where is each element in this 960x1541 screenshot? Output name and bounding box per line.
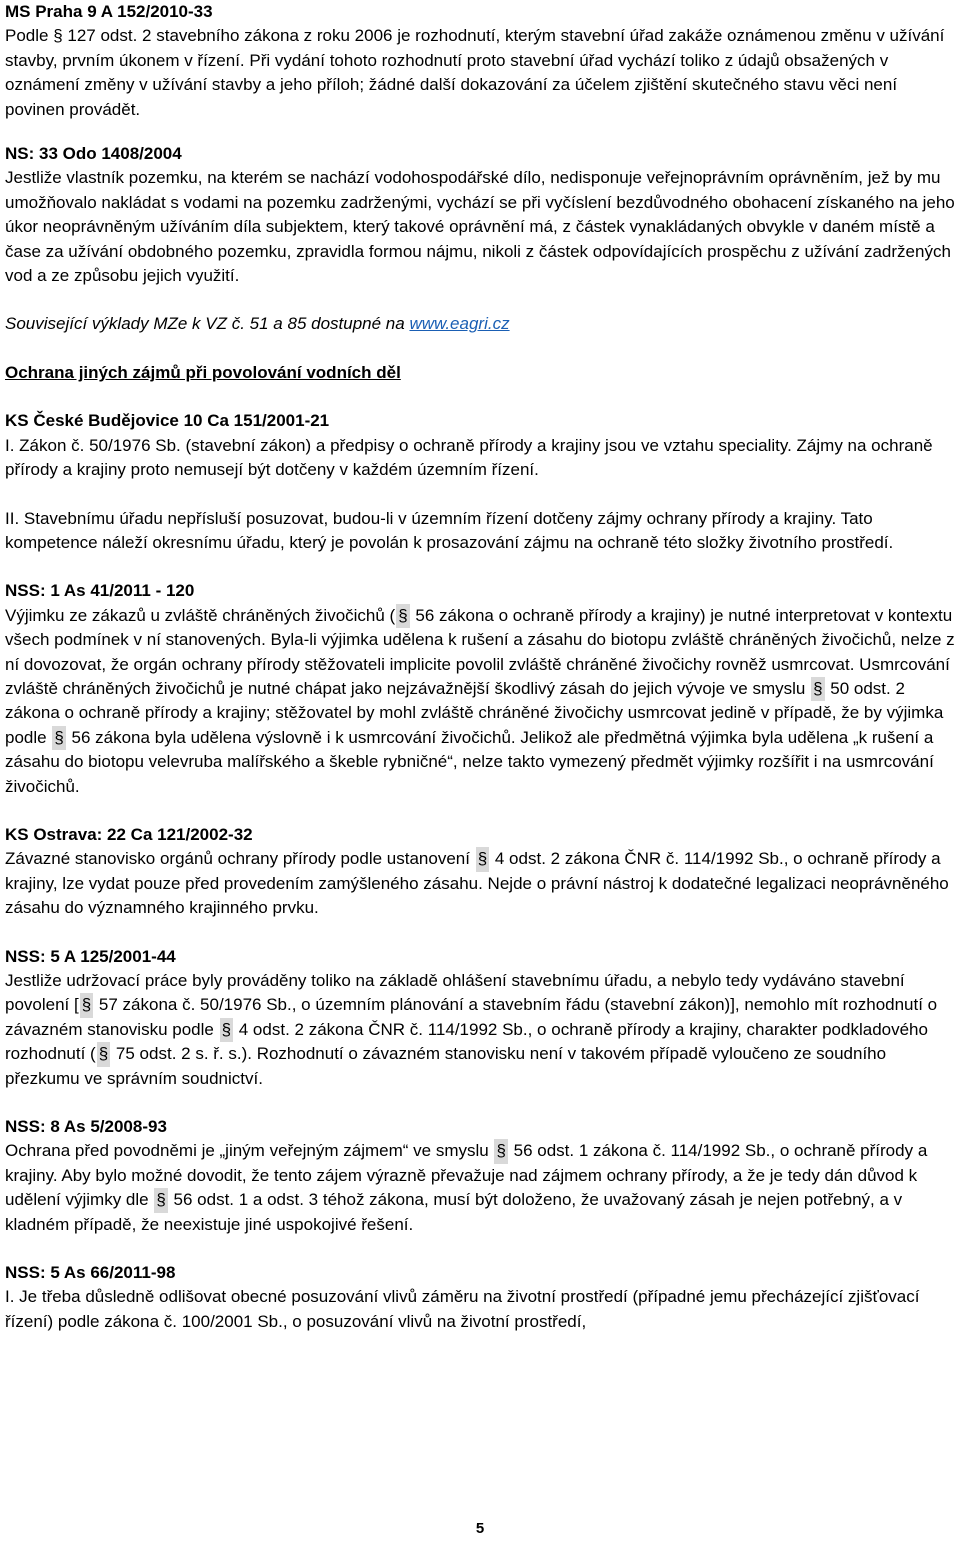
- case-text: [5, 847, 957, 920]
- decision-nss-5-as: [5, 1261, 957, 1334]
- case-heading: NS: 33 Odo 1408/2004: [5, 144, 182, 164]
- text-run: Závazné stanovisko orgánů ochrany přírody podle ustanovení: [5, 849, 475, 869]
- section-symbol: §: [80, 993, 93, 1017]
- case-text: I. Je třeba důsledně odlišovat obecné posuzování vlivů záměru na životní prostředí (případné jemu přecházející zjišťovací řízení) podle zákona č. 100/2001 Sb., o posuzování vlivů na životní prostředí,: [5, 1287, 920, 1331]
- decision-nss-5-a: [5, 945, 957, 1091]
- text-run: Výjimku ze zákazů u zvláště chráněných živočichů (: [5, 605, 396, 625]
- document-page: [5, 0, 957, 1334]
- section-symbol: §: [476, 847, 489, 871]
- section-symbol: §: [811, 677, 824, 701]
- case-heading: NSS: 5 A 125/2001-44: [5, 946, 176, 966]
- section-symbol: §: [220, 1018, 233, 1042]
- text-run: Ochrana před povodněmi je „jiným veřejným zájmem“ ve smyslu: [5, 1141, 494, 1161]
- case-heading: NSS: 5 As 66/2011-98: [5, 1263, 176, 1283]
- decision-nss-1-as: [5, 579, 957, 799]
- text-run: Jestliže udržovací práce byly prováděny toliko na základě ohlášení stavebnímu úřadu, a nebylo tedy vydáváno stavební povolení [: [5, 971, 905, 1015]
- case-heading: NSS: 1 As 41/2011 - 120: [5, 581, 195, 601]
- case-text-part-2: II. Stavebnímu úřadu nepřísluší posuzovat, budou-li v územním řízení dotčeny zájmy ochrany přírody a krajiny. Tato kompetence náleží okresnímu úřadu, který je povolán k prosazování zájmu na ochraně této složky životního prostředí.: [5, 508, 894, 552]
- section-symbol: §: [494, 1139, 507, 1163]
- section-symbol: §: [396, 604, 409, 628]
- eagri-link[interactable]: www.eagri.cz: [409, 314, 510, 334]
- text-run: 57 zákona č. 50/1976 Sb., o územním plánování a stavebním řádu (stavební zákon)], nemohlo mít rozhodnutí o závazném stanovisku podle: [5, 995, 938, 1039]
- case-heading: KS Ostrava: 22 Ca 121/2002-32: [5, 824, 253, 844]
- page-number: 5: [475, 1520, 485, 1537]
- related-interpretations: [5, 312, 957, 336]
- text-run: 75 odst. 2 s. ř. s.). Rozhodnutí o závazném stanovisku není v takovém případě vyloučeno ze soudního přezkumu ve správním soudnictví.: [5, 1044, 887, 1088]
- section-title: Ochrana jiných zájmů při povolování vodních děl: [5, 362, 401, 382]
- text-run: 4 odst. 2 zákona ČNR č. 114/1992 Sb., o ochraně přírody a krajiny, lze vydat pouze před provedením zamýšleného zásahu. Nejde o právní nástroj k dodatečné legalizaci neoprávněného zásahu do významného krajinného prvku.: [5, 849, 949, 918]
- text-run: 56 odst. 1 a odst. 3 téhož zákona, musí být doloženo, že uvažovaný zásah je nejen potřebný, a v kladném případě, že neexistuje jiné uspokojivé řešení.: [5, 1190, 903, 1234]
- section-symbol: §: [52, 726, 65, 750]
- section-symbol: §: [97, 1042, 110, 1066]
- related-text: Související výklady MZe k VZ č. 51 a 85 dostupné na: [5, 314, 410, 334]
- decision-ks-ostrava: [5, 823, 957, 921]
- case-heading: KS České Budějovice 10 Ca 151/2001-21: [5, 411, 330, 431]
- case-text: Podle § 127 odst. 2 stavebního zákona z roku 2006 je rozhodnutí, kterým stavební úřad zakáže oznámenou změnu v užívání stavby, prvním úkonem v řízení. Při vydání tohoto rozhodnutí proto stavební úřad vychází toliko z údajů obsažených v oznámení změny v užívání stavby a jeho příloh; žádné další dokazování za účelem zjištění skutečného stavu věci není povinen provádět.: [5, 26, 945, 119]
- case-text-part-1: I. Zákon č. 50/1976 Sb. (stavební zákon) a předpisy o ochraně přírody a krajiny jsou ve vztahu speciality. Zájmy na ochraně přírody a krajiny proto nemusejí být dotčeny v každém územním řízení.: [5, 435, 933, 480]
- text-run: 56 zákona o ochraně přírody a krajiny) je nutné interpretovat v kontextu všech podmínek v ní stanovených. Byla-li výjimka udělena k rušení a zásahu do biotopu zvláště chráněných živočichů, nelze z ní dovozovat, že orgán ochrany přírody stěžovateli implicite povolil zvláště chráněné živočichy rovněž usmrcovat. Usmrcování zvláště chráněných živočichů je nutné chápat jako nejzávažnější škodlivý zásah do jejich vývoje ve smyslu: [5, 605, 955, 698]
- case-text: Jestliže vlastník pozemku, na kterém se nachází vodohospodářské dílo, nedisponuje veřejnoprávním oprávněním, jež by mu umožňovalo nakládat s vodami na pozemku zadrženými, vychází se při vyčíslení bezdůvodného obohacení získaného na jeho úkor neoprávněným užíváním díla subjektem, který takové oprávnění má, z částek vynakládaných obvykle v daném místě a čase za užívání obdobného pozemku, zpravidla formou nájmu, nikoli z částek odpovídajících prospěchu z užívání zadržených vod a ze způsobu jejich využití.: [5, 168, 955, 286]
- text-run: 56 zákona byla udělena výslovně i k usmrcování živočichů. Jelikož ale předmětná výjimka byla udělena „k rušení a zásahu do biotopu velevruba malířského a škeble rybničné“, nelze takto vymezený předmět výjimky rozšířit i na usmrcování živočichů.: [5, 727, 934, 796]
- case-text: [5, 604, 957, 799]
- case-text: [5, 969, 957, 1091]
- text-run: 4 odst. 2 zákona ČNR č. 114/1992 Sb., o ochraně přírody a krajiny, charakter podkladového rozhodnutí (: [5, 1019, 928, 1064]
- case-heading: NSS: 8 As 5/2008-93: [5, 1117, 167, 1137]
- text-run: 56 odst. 1 zákona č. 114/1992 Sb., o ochraně přírody a krajiny. Aby bylo možné dovodit, že tento zájem výrazně převažuje nad zájmem ochrany přírody, a že je tedy dán důvod k udělení výjimky dle: [5, 1141, 928, 1210]
- case-heading: MS Praha 9 A 152/2010-33: [5, 2, 213, 21]
- decision-ks-ceske-budejovice: [5, 409, 957, 555]
- section-symbol: §: [154, 1188, 167, 1212]
- decision-nss-8-as: [5, 1115, 957, 1237]
- decision-ns-33-odo: [5, 142, 957, 288]
- decision-ms-praha: [5, 0, 957, 122]
- case-text: [5, 1139, 957, 1237]
- text-run: 50 odst. 2 zákona o ochraně přírody a krajiny; stěžovatel by mohl zvláště chráněné živočichy usmrcovat jedině v případě, že by výjimka podle: [5, 678, 944, 747]
